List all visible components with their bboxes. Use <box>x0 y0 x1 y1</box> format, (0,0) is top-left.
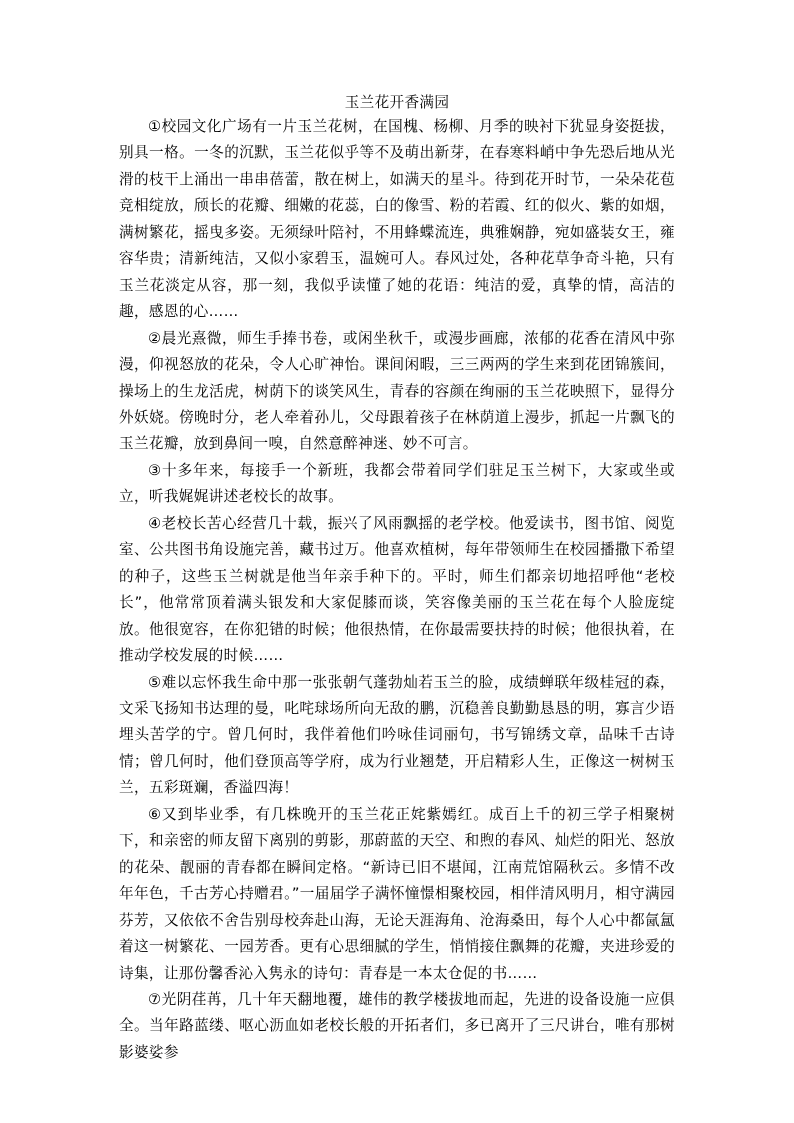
paragraph-3: ③十多年来，每接手一个新班，我都会带着同学们驻足玉兰树下，大家或坐或立，听我娓娓讲述老校长的故事。 <box>119 461 675 506</box>
document-body <box>119 95 675 1066</box>
paragraph-4: ④老校长苦心经营几十载，振兴了风雨飘摇的老学校。他爱读书，图书馆、阅览室、公共图书角设施完善，藏书过万。他喜欢植树，每年带领师生在校园播撒下希望的种子，这些玉兰树就是他当年亲手种下的。平时，师生们都亲切地招呼他“老校长”，他常常顶着满头银发和大家促膝而谈，笑容像美丽的玉兰花在每个人脸庞绽放。他很宽容，在你犯错的时候；他很热情，在你最需要扶持的时候；他很执着，在推动学校发展的时候…… <box>119 514 675 665</box>
paragraph-7: ⑦光阴荏苒，几十年天翻地覆，雄伟的教学楼拔地而起，先进的设备设施一应俱全。当年路蓝缕、呕心沥血如老校长般的开拓者们，多已离开了三尺讲台，唯有那树影婆娑参 <box>119 990 675 1061</box>
document-title: 玉兰花开香满园 <box>344 94 450 111</box>
paragraph-1: ①校园文化广场有一片玉兰花树，在国槐、杨柳、月季的映衬下犹显身姿挺拔，别具一格。一冬的沉默，玉兰花似乎等不及萌出新芽，在春寒料峭中争先恐后地从光滑的枝干上涌出一串串蓓蕾，散在树上，如满天的星斗。待到花开时节，一朵朵花苞竞相绽放，颀长的花瓣、细嫩的花蕊，白的像雪、粉的若霞、红的似火、紫的如烟，满树繁花，摇曳多姿。无须绿叶陪衬，不用蜂蝶流连，典雅娴静，宛如盛装女王，雍容华贵；清新纯洁，又似小家碧玉，温婉可人。春风过处，各种花草争奇斗艳，只有玉兰花淡定从容，那一刻，我似乎读懂了她的花语：纯洁的爱，真挚的情，高洁的趣，感恩的心…… <box>119 118 675 321</box>
paragraph-5: ⑤难以忘怀我生命中那一张张朝气蓬勃灿若玉兰的脸，成绩蝉联年级桂冠的森，文采飞扬知书达理的曼，叱咤球场所向无敌的鹏，沉稳善良勤勤恳恳的明，寡言少语埋头苦学的宁。曾几何时，我伴着他们吟咏佳词丽句，书写锦绣文章，品味千古诗情；曾几何时，他们登顶高等学府，成为行业翘楚，开启精彩人生，正像这一树树玉兰，五彩斑斓，香溢四海！ <box>119 673 675 797</box>
paragraph-2: ②晨光熹微，师生手捧书卷，或闲坐秋千，或漫步画廊，浓郁的花香在清风中弥漫，仰视怒放的花朵，令人心旷神怡。课间闲暇，三三两两的学生来到花团锦簇间，操场上的生龙活虎，树荫下的谈笑风生，青春的容颜在绚丽的玉兰花映照下，显得分外妖娆。傍晚时分，老人牵着孙儿，父母跟着孩子在林荫道上漫步，抓起一片飘飞的玉兰花瓣，放到鼻间一嗅，自然意醉神迷、妙不可言。 <box>119 329 675 453</box>
paragraph-6: ⑥又到毕业季，有几株晚开的玉兰花正姹紫嫣红。成百上千的初三学子相聚树下，和亲密的师友留下离别的剪影，那蔚蓝的天空、和煦的春风、灿烂的阳光、怒放的花朵、靓丽的青春都在瞬间定格。“新诗已旧不堪闻，江南荒馆隔秋云。多情不改年年色，千古芳心持赠君。”一届届学子满怀憧憬相聚校园，相伴清风明月，相守满园芬芳，又依依不舍告别母校奔赴山海，无论天涯海角、沧海桑田，每个人心中都氤氲着这一树繁花、一园芳香。更有心思细腻的学生，悄悄接住飘舞的花瓣，夹进珍爱的诗集，让那份馨香沁入隽永的诗句：青春是一本太仓促的书…… <box>119 805 675 982</box>
